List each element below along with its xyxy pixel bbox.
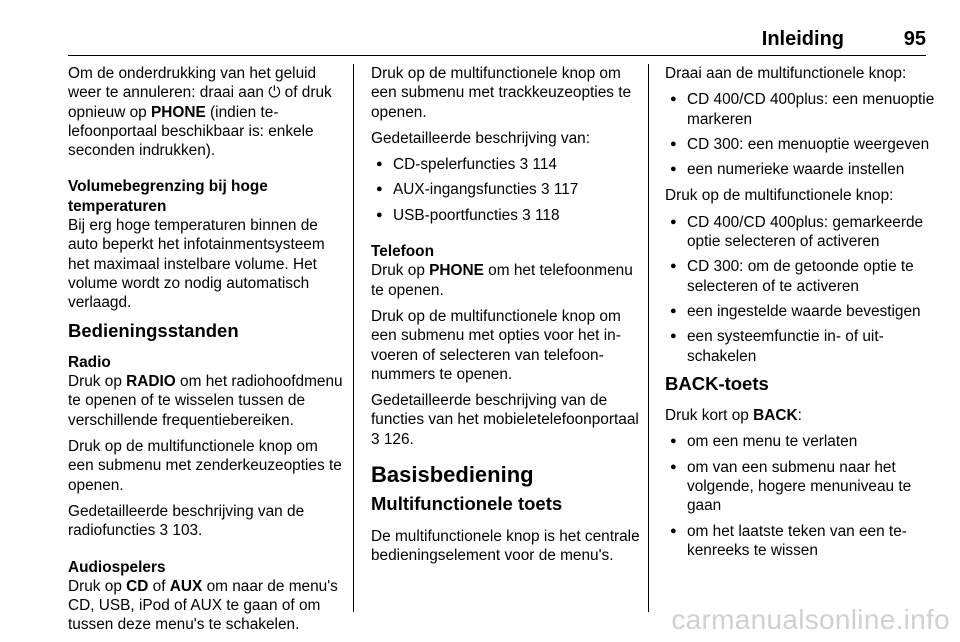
section-heading: Bedieningsstanden: [68, 319, 239, 341]
column-2: [371, 64, 643, 572]
list-item: ● een systeemfunctie in- of uitschakelen: [665, 327, 940, 366]
page-reference[interactable]: 3 114: [519, 156, 557, 174]
paragraph: De multifunctionele knop is het centrale bedieningselement voor de menu's.: [371, 527, 640, 564]
subheading: Volumebegrenzing bij hoge temperaturen: [68, 178, 268, 215]
page-reference[interactable]: 3 117: [541, 181, 579, 199]
list-item: ● om van een submenu naar het volgende, hogere menuniveau te gaan: [665, 458, 940, 516]
bullet-list: [665, 213, 940, 366]
paragraph: Druk op de multifunctionele knop om een submenu met trackkeuzeopties te openen.: [371, 65, 632, 121]
list-item: ● AUX-ingangsfuncties 3 117: [371, 180, 643, 199]
list-item: ● CD 300: om de getoonde optie te selecteren of te activeren: [665, 257, 940, 296]
list-item: ● om het laatste teken van een tekenreeks te wissen: [665, 522, 940, 561]
chapter-heading: Basisbediening: [371, 462, 534, 488]
list-item: ● om een menu te verlaten: [665, 432, 940, 451]
list-item: ● CD 400/CD 400plus: gemarkeerde optie selecteren of activeren: [665, 213, 940, 252]
subheading: Telefoon: [371, 243, 434, 261]
subheading: Audiospelers: [68, 558, 166, 576]
paragraph: Gedetailleerde beschrijving van de radiofuncties 3 103.: [68, 502, 305, 540]
page-reference[interactable]: 3 103.: [159, 522, 203, 540]
section-heading: Multifunctionele toets: [371, 493, 563, 515]
page-reference[interactable]: 3 118: [522, 206, 560, 224]
page-header: [68, 26, 926, 56]
column-1: [68, 64, 344, 642]
paragraph: Gedetailleerde beschrijving van de functies van het mobieletelefoonportaal 3 126.: [371, 392, 639, 448]
paragraph: Druk op de multifunctionele knop om een submenu met opties voor het invoeren of selecteren van telefoonnummers te openen.: [371, 307, 621, 383]
section-heading: BACK-toets: [665, 372, 769, 394]
page-title: Inleiding: [761, 28, 844, 50]
list-item: ● CD 400/CD 400plus: een menuoptie markeren: [665, 90, 940, 129]
list-item: ● een numerieke waarde instellen: [665, 160, 940, 179]
paragraph: Druk op CD of AUX om naar de menu's CD, USB, iPod of AUX te gaan of om tussen deze menu's te schakelen.: [68, 577, 338, 634]
page-number: 95: [903, 28, 926, 50]
paragraph: Draai aan de multifunctionele knop:: [665, 65, 907, 82]
list-item: ● een ingestelde waarde bevestigen: [665, 302, 940, 321]
paragraph: Druk op de multifunctionele knop:: [665, 187, 894, 205]
paragraph: Bij erg hoge temperaturen binnen de auto beperkt het infotainmentsysteem het maximaal instelbare volume. Het volume wordt zo nodig automatisch verlaagd.: [68, 217, 325, 312]
bullet-list: [371, 155, 643, 225]
header-rule: [68, 55, 926, 56]
list-item: ● USB-poortfuncties 3 118: [371, 206, 643, 225]
column-divider: [353, 64, 354, 612]
paragraph: Druk op de multifunctionele knop om een submenu met zenderkeuzeopties te openen.: [68, 438, 342, 494]
paragraph: Druk op PHONE om het telefoonmenu te openen.: [371, 262, 633, 299]
power-knob-icon: ⏻: [268, 84, 281, 102]
page-reference[interactable]: 3 126.: [371, 430, 414, 448]
column-divider: [648, 64, 649, 612]
list-item: ● CD-spelerfuncties 3 114: [371, 155, 643, 174]
subheading: Radio: [68, 353, 111, 371]
bullet-list: [665, 432, 940, 560]
paragraph: Gedetailleerde beschrijving van:: [371, 129, 591, 147]
paragraph: Om de onderdrukking van het geluid weer te annuleren: draai aan ⏻ of druk opnieuw op PHONE (indien telefoonportaal beschikbaar is: enkele seconden indrukken).: [68, 65, 332, 160]
paragraph: Druk kort op BACK:: [665, 407, 802, 425]
bullet-list: [665, 90, 940, 179]
list-item: ● CD 300: een menuoptie weergeven: [665, 135, 940, 154]
watermark: carmanualsonline.info: [671, 604, 950, 635]
paragraph: Druk op RADIO om het radiohoofdmenu te openen of te wisselen tussen de verschillende frequentiebereiken.: [68, 373, 343, 429]
column-3: [665, 64, 940, 567]
